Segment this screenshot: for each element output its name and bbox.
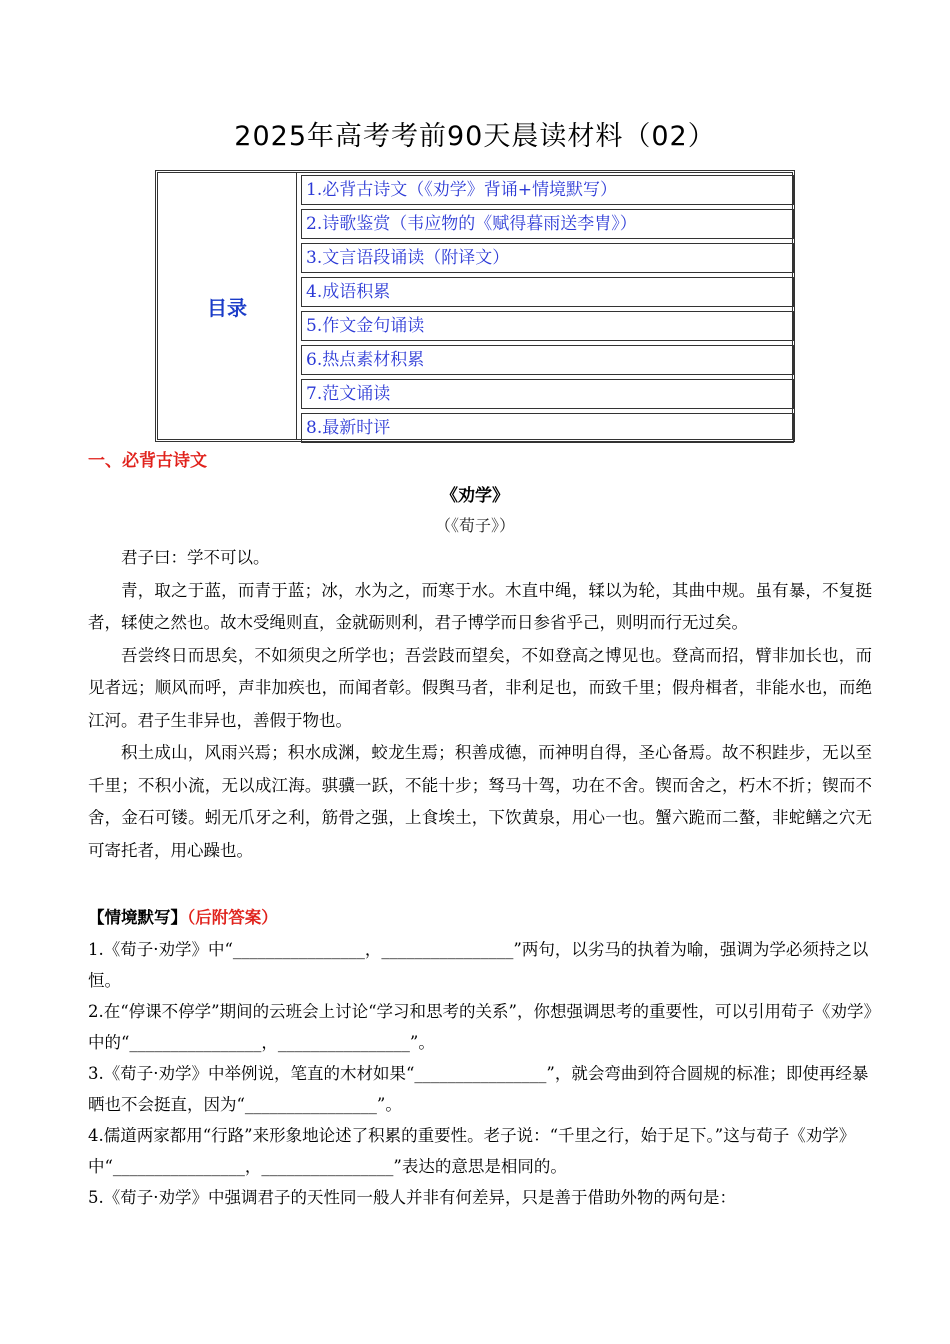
question-item: 3.《荀子·劝学》中举例说，笔直的木材如果“________________”，就会弯曲到符合圆规的标准；即使再经暴晒也不会挺直，因为“________________”。 xyxy=(88,1064,869,1114)
exercise-heading xyxy=(88,904,278,928)
table-of-contents xyxy=(155,170,795,442)
question-item: 5.《荀子·劝学》中强调君子的天性同一般人并非有何差异，只是善于借助外物的两句是： xyxy=(88,1188,736,1207)
toc-item-latest-commentary[interactable]: 8.最新时评 xyxy=(301,413,794,443)
toc-list xyxy=(301,175,794,447)
answer-note: （后附答案） xyxy=(187,908,278,927)
section-heading: 一、必背古诗文 xyxy=(88,451,207,471)
toc-item-model-essay[interactable]: 7.范文诵读 xyxy=(301,379,794,409)
poem-paragraph: 青，取之于蓝，而青于蓝；冰，水为之，而寒于水。木直中绳，𫐓以为轮，其曲中规。虽有暴，不复挺者，𫐓使之然也。故木受绳则直，金就砺则利，君子博学而日参省乎己，则明而行无过矣。 xyxy=(88,580,872,632)
poem-title: 《劝学》 xyxy=(441,486,509,506)
poem-paragraph: 君子曰：学不可以。 xyxy=(121,548,270,567)
exercise-heading-label: 【情境默写】 xyxy=(88,908,187,927)
page-title: 2025年高考考前90天晨读材料（02） xyxy=(234,121,716,152)
toc-item-hot-topics[interactable]: 6.热点素材积累 xyxy=(301,345,794,375)
question-item: 2.在“停课不停学”期间的云班会上讨论“学习和思考的关系”，你想强调思考的重要性，可以引用荀子《劝学》中的“________________，________________”。 xyxy=(88,1002,872,1052)
toc-item-poetry-recitation[interactable]: 1.必背古诗文（《劝学》背诵+情境默写） xyxy=(301,175,794,205)
question-item: 4.儒道两家都用“行路”来形象地论述了积累的重要性。老子说：“千里之行，始于足下。”这与荀子《劝学》中“________________，________________”表达的意思是相同的。 xyxy=(88,1126,856,1176)
toc-item-idioms[interactable]: 4.成语积累 xyxy=(301,277,794,307)
question-item: 1.《荀子·劝学》中“________________，________________”两句，以劣马的执着为喻，强调为学必须持之以恒。 xyxy=(88,940,869,990)
poem-body xyxy=(88,542,872,867)
toc-label: 目录 xyxy=(158,173,297,439)
poem-author: （《荀子》） xyxy=(434,516,515,535)
toc-item-classical-reading[interactable]: 3.文言语段诵读（附译文） xyxy=(301,243,794,273)
toc-item-poetry-appreciation[interactable]: 2.诗歌鉴赏（韦应物的《赋得暮雨送李胄》） xyxy=(301,209,794,239)
exercise-questions xyxy=(88,934,872,1213)
poem-paragraph: 积土成山，风雨兴焉；积水成渊，蛟龙生焉；积善成德，而神明自得，圣心备焉。故不积跬步，无以至千里；不积小流，无以成江海。骐骥一跃，不能十步；驽马十驾，功在不舍。锲而舍之，朽木不折；锲而不舍，金石可镂。蚓无爪牙之利，筋骨之强，上食埃土，下饮黄泉，用心一也。蟹六跪而二螯，非蛇鳝之穴无可寄托者，用心躁也。 xyxy=(88,743,872,860)
toc-item-essay-quotes[interactable]: 5.作文金句诵读 xyxy=(301,311,794,341)
poem-paragraph: 吾尝终日而思矣，不如须臾之所学也；吾尝跂而望矣，不如登高之博见也。登高而招，臂非加长也，而见者远；顺风而呼，声非加疾也，而闻者彰。假舆马者，非利足也，而致千里；假舟楫者，非能水也，而绝江河。君子生非异也，善假于物也。 xyxy=(88,645,872,730)
